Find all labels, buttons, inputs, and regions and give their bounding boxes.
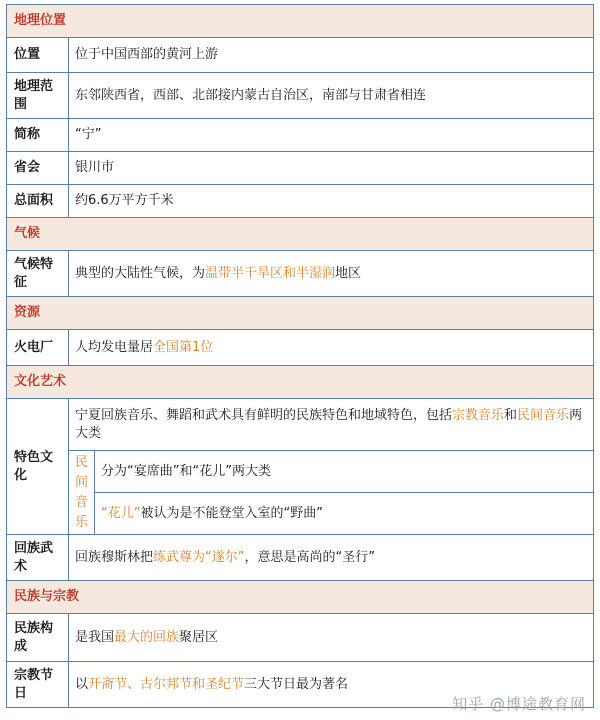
watermark: 知乎 @博途教育网 <box>452 695 586 713</box>
value-ethnic-comp: 是我国最大的回族聚居区 <box>69 614 594 662</box>
highlight-martial: 练武尊为“遂尔” <box>153 549 245 565</box>
section-culture: 文化艺术 <box>7 366 594 399</box>
section-geo: 地理位置 <box>7 5 594 38</box>
value-range: 东邻陕西省，西部、北部接内蒙古自治区，南部与甘肃省相连 <box>69 73 594 119</box>
label-abbr: 简称 <box>7 119 69 152</box>
label-capital: 省会 <box>7 152 69 185</box>
highlight-huaer: “花儿” <box>101 505 141 521</box>
value-martial: 回族穆斯林把练武尊为“遂尔”，意思是高尚的“圣行” <box>69 535 594 581</box>
highlight-hui: 最大的回族 <box>114 629 180 645</box>
label-ethnic-comp: 民族构成 <box>7 614 69 662</box>
label-folk-music: 民间音乐 <box>69 451 95 535</box>
value-festival: 以开斋节、古尔邦节和圣纪节三大节日最为著名 <box>69 662 594 708</box>
value-position: 位于中国西部的黄河上游 <box>69 38 594 73</box>
label-area: 总面积 <box>7 185 69 218</box>
value-abbr: “宁” <box>69 119 594 152</box>
section-resources: 资源 <box>7 297 594 330</box>
value-huaer: “花儿”被认为是不能登堂入室的“野曲” <box>95 493 594 535</box>
value-climate-feature: 典型的大陆性气候，为温带半干旱区和半湿润地区 <box>69 251 594 297</box>
label-culture-feature: 特色文化 <box>7 399 69 535</box>
highlight-folk-music: 民间音乐 <box>517 407 570 423</box>
highlight-religious-music: 宗教音乐 <box>452 407 505 423</box>
value-capital: 银川市 <box>69 152 594 185</box>
value-power: 人均发电量居全国第1位 <box>69 330 594 366</box>
label-martial: 回族武术 <box>7 535 69 581</box>
section-climate: 气候 <box>7 218 594 251</box>
label-power: 火电厂 <box>7 330 69 366</box>
label-position: 位置 <box>7 38 69 73</box>
value-folk-music-types: 分为“宴席曲”和“花儿”两大类 <box>95 451 594 493</box>
label-climate-feature: 气候特征 <box>7 251 69 297</box>
label-festival: 宗教节日 <box>7 662 69 708</box>
highlight-climate: 温带半干旱区和半湿润 <box>205 265 336 281</box>
highlight-festivals: 开斋节、古尔邦节和圣纪节 <box>88 676 245 692</box>
value-area: 约6.6万平方千米 <box>69 185 594 218</box>
section-ethnic: 民族与宗教 <box>7 581 594 614</box>
value-culture-feature: 宁夏回族音乐、舞蹈和武术具有鲜明的民族特色和地域特色，包括宗教音乐和民间音乐两大类 <box>69 399 594 451</box>
info-table <box>6 4 594 708</box>
label-range: 地理范围 <box>7 73 69 119</box>
highlight-power: 全国第1位 <box>153 339 214 355</box>
